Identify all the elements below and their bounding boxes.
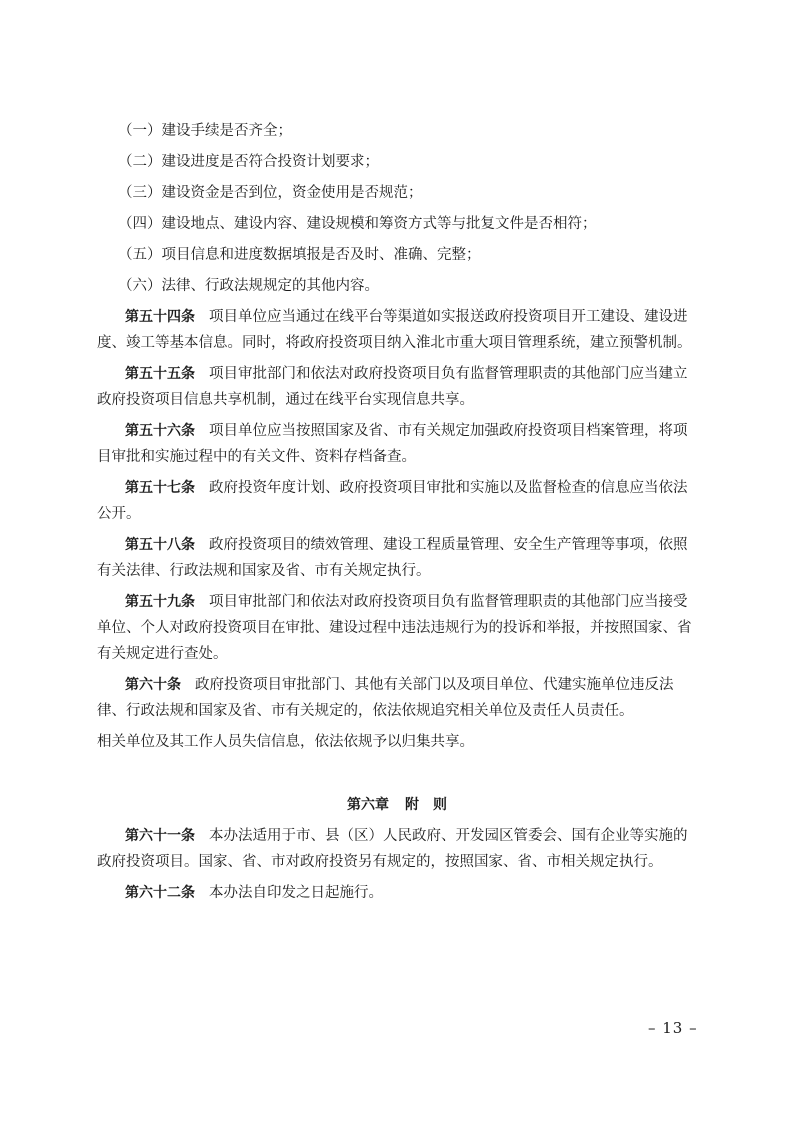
list-item: （二）建设进度是否符合投资计划要求； [118,154,379,170]
article-57 [97,475,697,527]
article-58 [97,532,697,584]
list-item: （四）建设地点、建设内容、建设规模和筹资方式等与批复文件是否相符； [118,216,597,232]
article-text: 项目审批部门和依法对政府投资项目负有监督管理职责的其他部门应当建立政府投资项目信息共享机制，通过在线平台实现信息共享。 [97,366,688,408]
article-number: 第五十六条 [125,423,195,439]
article-text: 本办法适用于市、县（区）人民政府、开发园区管委会、国有企业等实施的政府投资项目。国家、省、市对政府投资另有规定的，按照国家、省、市相关规定执行。 [97,828,688,870]
article-62 [97,880,697,906]
article-number: 第五十九条 [125,594,195,610]
article-56 [97,418,697,470]
article-60 [97,672,697,724]
article-text: 项目单位应当按照国家及省、市有关规定加强政府投资项目档案管理，将项目审批和实施过程中的有关文件、资料存档备查。 [97,423,688,465]
chapter-heading [97,792,697,818]
page-number: – 13 – [648,1019,698,1037]
paragraph: 相关单位及其工作人员失信信息，依法依规予以归集共享。 [97,734,474,750]
page-content [97,118,697,911]
article-number: 第五十五条 [125,366,195,382]
article-59 [97,589,697,667]
chapter-title: 附 则 [405,797,447,813]
article-number: 第五十八条 [125,537,195,553]
chapter-number: 第六章 [347,797,389,813]
list-item: （三）建设资金是否到位，资金使用是否规范； [118,185,423,201]
article-text: 本办法自印发之日起施行。 [209,885,383,901]
list-item: （一）建设手续是否齐全； [118,123,292,139]
article-number: 第五十四条 [125,309,195,325]
article-text: 项目审批部门和依法对政府投资项目负有监督管理职责的其他部门应当接受单位、个人对政府投资项目在审批、建设过程中违法违规行为的投诉和举报，并按照国家、省有关规定进行查处。 [97,594,692,662]
article-text: 项目单位应当通过在线平台等渠道如实报送政府投资项目开工建设、建设进度、竣工等基本信息。同时，将政府投资项目纳入淮北市重大项目管理系统，建立预警机制。 [97,309,692,351]
list-item: （六）法律、行政法规规定的其他内容。 [118,278,379,294]
article-text: 政府投资项目审批部门、其他有关部门以及项目单位、代建实施单位违反法律、行政法规和国家及省、市有关规定的，依法依规追究相关单位及责任人员责任。 [97,677,674,719]
article-54 [97,304,697,356]
article-number: 第六十一条 [125,828,195,844]
list-item: （五）项目信息和进度数据填报是否及时、准确、完整； [118,247,481,263]
article-number: 第五十七条 [125,480,195,496]
article-text: 政府投资项目的绩效管理、建设工程质量管理、安全生产管理等事项，依照有关法律、行政法规和国家及省、市有关规定执行。 [97,537,688,579]
article-number: 第六十二条 [125,885,195,901]
article-number: 第六十条 [125,677,181,693]
article-55 [97,361,697,413]
article-text: 政府投资年度计划、政府投资项目审批和实施以及监督检查的信息应当依法公开。 [97,480,688,522]
article-61 [97,823,697,875]
